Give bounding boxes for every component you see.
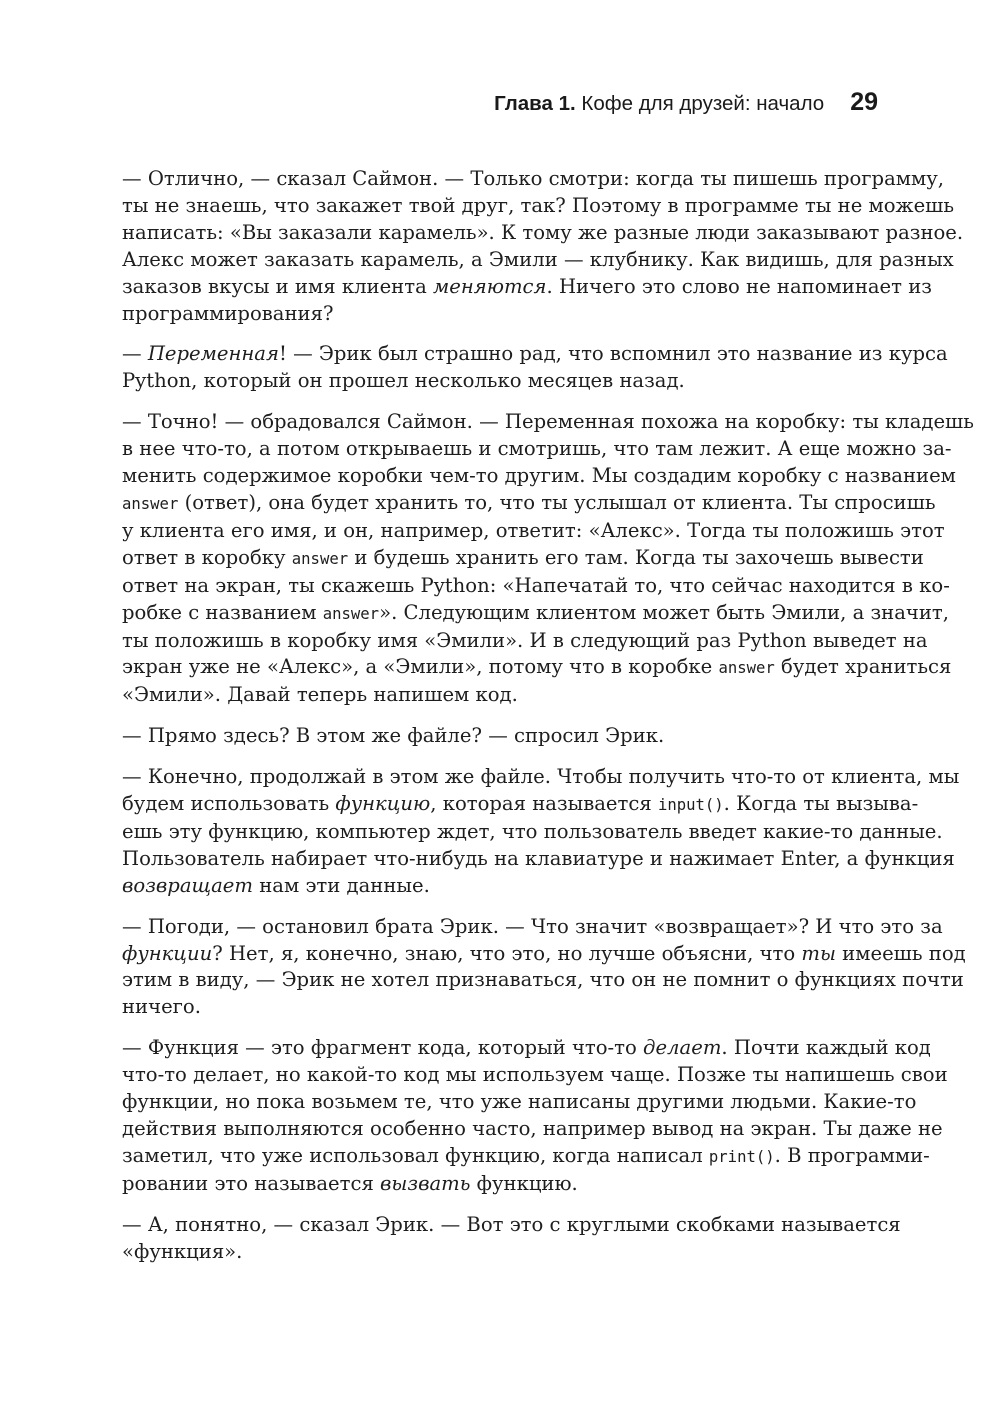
- text-run: , которая называется: [430, 792, 658, 816]
- text-run: Пользователь набирает что-нибудь на клавиатуре и нажимает Enter, а функция: [122, 846, 955, 870]
- paragraph: [122, 914, 966, 1022]
- text-run: в нее что-то, а потом открываешь и смотришь, что там лежит. А еще можно за-: [122, 437, 952, 461]
- text-line: [122, 600, 949, 628]
- text-run: Алекс может заказать карамель, а Эмили — клубнику. Как видишь, для разных: [122, 247, 954, 271]
- running-header: [122, 88, 878, 124]
- text-run: — А, понятно, — сказал Эрик. — Вот это с круглыми скобками называется: [122, 1212, 901, 1236]
- text-run: программирования?: [122, 301, 334, 325]
- text-run: — Точно! — обрадовался Саймон. — Переменная похожа на коробку: ты кладешь: [122, 410, 974, 434]
- inline-code: answer: [718, 659, 775, 678]
- paragraph: [122, 409, 974, 709]
- text-run: — Отлично, — сказал Саймон. — Только смотри: когда ты пишешь программу,: [122, 167, 945, 190]
- text-line: [122, 545, 924, 573]
- text-line: [122, 490, 936, 518]
- text-run: — Прямо здесь? В этом же файле? — спросил Эрик.: [122, 724, 665, 748]
- text-run: «Эмили». Давай теперь напишем код.: [122, 683, 518, 707]
- text-run: и будешь хранить его там. Когда ты захочешь вывести: [348, 545, 924, 569]
- text-line: [122, 846, 955, 873]
- text-run: функции, но пока возьмем те, что уже написаны другими людьми. Какие-то: [122, 1090, 917, 1114]
- inline-code: input(): [657, 796, 724, 815]
- text-line: [122, 723, 878, 750]
- text-run: будем использовать: [122, 792, 336, 816]
- text-run: . Ничего это слово не напоминает из: [546, 274, 932, 298]
- text-line: [122, 1116, 943, 1143]
- text-run: действия выполняются особенно часто, например вывод на экран. Ты даже не: [122, 1117, 943, 1140]
- text-line: [122, 341, 948, 368]
- inline-code: answer: [322, 604, 380, 623]
- text-run: (ответ), она будет хранить то, что ты услышал от клиента. Ты спросишь: [178, 490, 936, 514]
- text-run: ровании это называется: [122, 1171, 381, 1195]
- inline-code: answer: [291, 549, 349, 568]
- text-line: [122, 1062, 948, 1089]
- text-line: [122, 764, 960, 791]
- page-number: 29: [850, 88, 878, 116]
- text-run: заказов вкусы и имя клиента: [122, 274, 433, 298]
- inline-code: answer: [122, 494, 179, 513]
- text-line: [122, 1212, 901, 1239]
- inline-code: print(): [708, 1147, 775, 1166]
- emphasis: вызвать: [380, 1171, 471, 1195]
- text-line: [122, 220, 964, 247]
- text-run: экран уже не «Алекс», а «Эмили», потому что в коробке: [122, 655, 719, 679]
- text-run: имеешь под: [835, 941, 966, 965]
- chapter-number: Глава 1.: [494, 92, 576, 115]
- text-line: [122, 463, 956, 490]
- text-line: [122, 436, 952, 463]
- emphasis: Переменная: [147, 342, 279, 366]
- emphasis: возвращает: [122, 873, 253, 897]
- emphasis: ты: [801, 941, 836, 965]
- chapter-title: Кофе для друзей: начало: [581, 92, 825, 115]
- text-run: написать: «Вы заказали карамель». К тому же разные люди заказывают разное.: [122, 220, 964, 244]
- paragraph: [122, 1212, 901, 1266]
- text-run: функцию.: [470, 1171, 578, 1195]
- text-line: [122, 1035, 931, 1062]
- emphasis: функцию: [335, 792, 431, 816]
- text-run: у клиента его имя, и он, например, ответит: «Алекс». Тогда ты положишь этот: [122, 518, 945, 542]
- text-run: ты положишь в коробку имя «Эмили». И в следующий раз Python выведет на: [122, 628, 928, 652]
- paragraph: [122, 764, 960, 900]
- text-run: будет храниться: [774, 655, 952, 679]
- text-run: «функция».: [122, 1239, 243, 1263]
- text-line: [122, 518, 945, 545]
- text-line: [122, 409, 974, 436]
- paragraph: [122, 341, 948, 395]
- text-line: [122, 994, 878, 1021]
- text-line: [122, 967, 964, 994]
- text-line: [122, 166, 945, 193]
- text-run: что-то делает, но какой-то код мы используем чаще. Позже ты напишешь свои: [122, 1063, 948, 1087]
- text-line: [122, 1089, 917, 1116]
- text-run: ответ на экран, ты скажешь Python: «Напечатай то, что сейчас находится в ко-: [122, 573, 950, 597]
- text-run: ешь эту функцию, компьютер ждет, что пользователь введет какие-то данные.: [122, 819, 943, 843]
- text-line: [122, 941, 966, 968]
- text-run: нам эти данные.: [253, 873, 430, 897]
- text-line: [122, 791, 919, 819]
- text-run: Python, который он прошел несколько месяцев назад.: [122, 369, 685, 393]
- text-line: [122, 1171, 878, 1198]
- text-run: —: [122, 342, 148, 366]
- emphasis: делает: [643, 1036, 722, 1060]
- text-run: ты не знаешь, что закажет твой друг, так? Поэтому в программе ты не можешь: [122, 193, 955, 217]
- paragraph: [122, 166, 964, 327]
- text-run: робке с названием: [122, 600, 323, 624]
- text-line: [122, 1239, 878, 1266]
- text-line: [122, 654, 952, 682]
- text-run: — Функция — это фрагмент кода, который что-то: [122, 1036, 644, 1060]
- emphasis: функции: [122, 941, 213, 965]
- text-line: [122, 628, 928, 655]
- text-line: [122, 274, 932, 301]
- body-text: [122, 166, 974, 1280]
- text-run: . Почти каждый код: [721, 1036, 931, 1060]
- text-line: [122, 873, 878, 900]
- text-run: ! — Эрик был страшно рад, что вспомнил это название из курса: [278, 342, 948, 366]
- text-line: [122, 301, 878, 328]
- text-run: ? Нет, я, конечно, знаю, что это, но лучше объясни, что: [212, 941, 802, 965]
- paragraph: [122, 723, 878, 750]
- text-line: [122, 247, 954, 274]
- text-run: этим в виду, — Эрик не хотел признаваться, что он не помнит о функциях почти: [122, 968, 964, 992]
- text-line: [122, 573, 950, 600]
- text-run: — Погоди, — остановил брата Эрик. — Что значит «возвращает»? И что это за: [122, 914, 943, 938]
- text-line: [122, 193, 955, 220]
- text-run: менить содержимое коробки чем-то другим. Мы создадим коробку с названием: [122, 464, 956, 488]
- text-line: [122, 914, 943, 941]
- text-line: [122, 682, 878, 709]
- text-line: [122, 1143, 930, 1171]
- text-run: ». Следующим клиентом может быть Эмили, а значит,: [379, 600, 949, 624]
- text-run: ничего.: [122, 995, 201, 1019]
- paragraph: [122, 1035, 948, 1197]
- text-run: . Когда ты вызыва-: [723, 792, 919, 816]
- text-run: . В программи-: [774, 1143, 930, 1167]
- text-run: ответ в коробку: [122, 545, 292, 569]
- chapter-heading: [494, 92, 824, 116]
- text-line: [122, 819, 943, 846]
- text-run: заметил, что уже использовал функцию, когда написал: [122, 1143, 709, 1167]
- emphasis: меняются: [432, 274, 547, 298]
- text-line: [122, 368, 878, 395]
- text-run: — Конечно, продолжай в этом же файле. Чтобы получить что-то от клиента, мы: [122, 765, 960, 789]
